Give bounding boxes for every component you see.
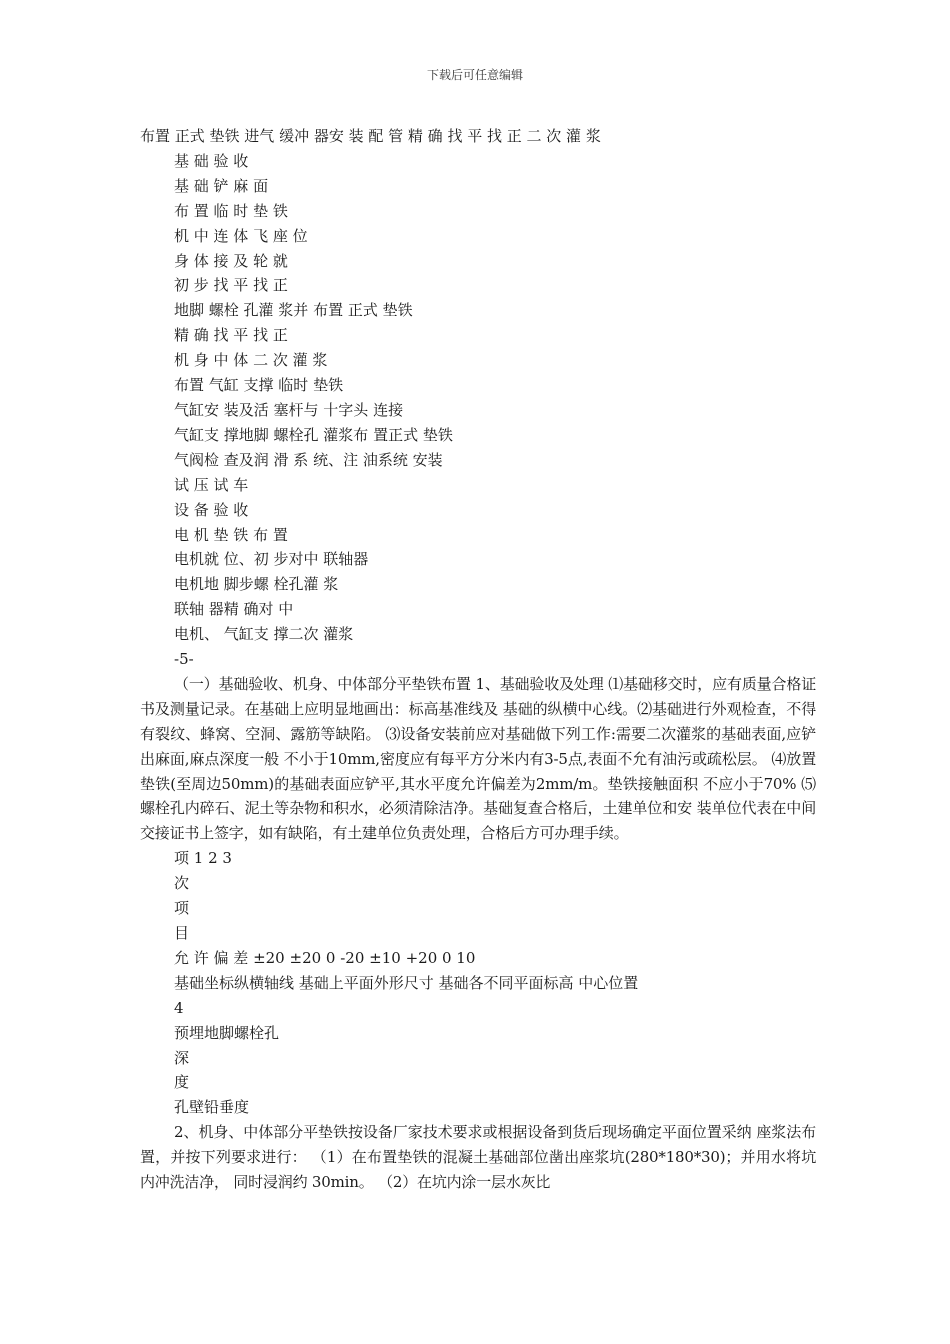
table-cell: 项 <box>174 899 190 918</box>
flow-step: 气缸安 装及活 塞杆与 十字头 连接 <box>174 400 404 419</box>
flow-step: 电机地 脚步螺 栓孔灌 浆 <box>174 575 339 594</box>
flow-step: 基 础 铲 麻 面 <box>174 176 269 195</box>
flow-step: 初 步 找 平 找 正 <box>174 276 288 295</box>
flow-step: 精 确 找 平 找 正 <box>174 326 288 345</box>
flow-step: 基 础 验 收 <box>174 151 249 170</box>
flow-step: 电机、 气缸支 撑二次 灌浆 <box>174 625 354 644</box>
table-header-row: 项 1 2 3 <box>174 849 232 868</box>
flow-step: 布置 气缸 支撑 临时 垫铁 <box>174 376 344 395</box>
paragraph-shim-layout: 2、机身、中体部分平垫铁按设备厂家技术要求或根据设备到货后现场确定平面位置采纳 座浆法布置，并按下列要求进行： （1）在布置垫铁的混凝土基础部位凿出座浆坑(280*180*30)；并用水将坑内冲洗洁净， 同时浸润约 30min。 （2）在坑内涂一层水灰比 <box>140 1123 816 1192</box>
table-cell: 预埋地脚螺栓孔 <box>174 1023 280 1042</box>
paragraph-foundation-acceptance: （一）基础验收、机身、中体部分平垫铁布置 1、基础验收及处理 ⑴基础移交时，应有质量合格证书及测量记录。在基础上应明显地画出：标高基准线及 基础的纵横中心线。⑵基础进行外观检查，不得有裂纹、蜂窝、空洞、露筋等缺陷。 ⑶设备安装前应对基础做下列工作:需要二次灌浆的基础表面,应铲出麻面,麻点深度一般 不小于10mm,密度应有每平方分米内有3-5点,表面不允有油污或疏松层。 ⑷放置垫铁(至周边50mm)的基础表面应铲平,其水平度允许偏差为2mm/m。垫铁接触面积 不应小于70% ⑸螺栓孔内碎石、泥土等杂物和积水，必须清除洁净。基础复查合格后，土建单位和安 装单位代表在中间交接证书上签字，如有缺陷，有土建单位负责处理，合格后方可办理手续。 <box>140 674 816 843</box>
flow-step: 气阀检 查及润 滑 系 统、注 油系统 安装 <box>174 450 443 469</box>
table-cell: 深 <box>174 1048 190 1067</box>
page-header: 下载后可任意编辑 <box>426 68 523 82</box>
flow-step: 机 身 中 体 二 次 灌 浆 <box>174 351 328 370</box>
flow-step: 地脚 螺栓 孔灌 浆并 布置 正式 垫铁 <box>174 301 413 320</box>
flow-step: 身 体 接 及 轮 就 <box>174 251 288 270</box>
table-row-items: 基础坐标纵横轴线 基础上平面外形尺寸 基础各不同平面标高 中心位置 <box>174 973 639 992</box>
table-cell: 次 <box>174 874 190 893</box>
table-cell: 4 <box>174 998 184 1017</box>
flow-line-title: 布置 正式 垫铁 进气 缓冲 器安 装 配 管 精 确 找 平 找 正 二 次 灌 浆 <box>140 127 601 145</box>
flow-step: 布 置 临 时 垫 铁 <box>174 201 288 220</box>
flow-step: 联轴 器精 确对 中 <box>174 600 294 619</box>
flow-step: 电 机 垫 铁 布 置 <box>174 525 288 544</box>
table-cell: 度 <box>174 1073 190 1092</box>
page-number: -5- <box>174 650 194 669</box>
flow-step: 气缸支 撑地脚 螺栓孔 灌浆布 置正式 垫铁 <box>174 425 453 444</box>
flow-step: 试 压 试 车 <box>174 475 249 494</box>
flow-step: 设 备 验 收 <box>174 500 249 519</box>
table-cell: 目 <box>174 924 190 942</box>
document-body <box>140 124 816 1195</box>
table-cell: 孔壁铅垂度 <box>174 1098 250 1117</box>
flow-step: 电机就 位、初 步对中 联轴器 <box>174 550 369 569</box>
table-row-tolerance: 允 许 偏 差 ±20 ±20 0 -20 ±10 +20 0 10 <box>174 948 476 967</box>
flow-step: 机 中 连 体 飞 座 位 <box>174 226 308 245</box>
